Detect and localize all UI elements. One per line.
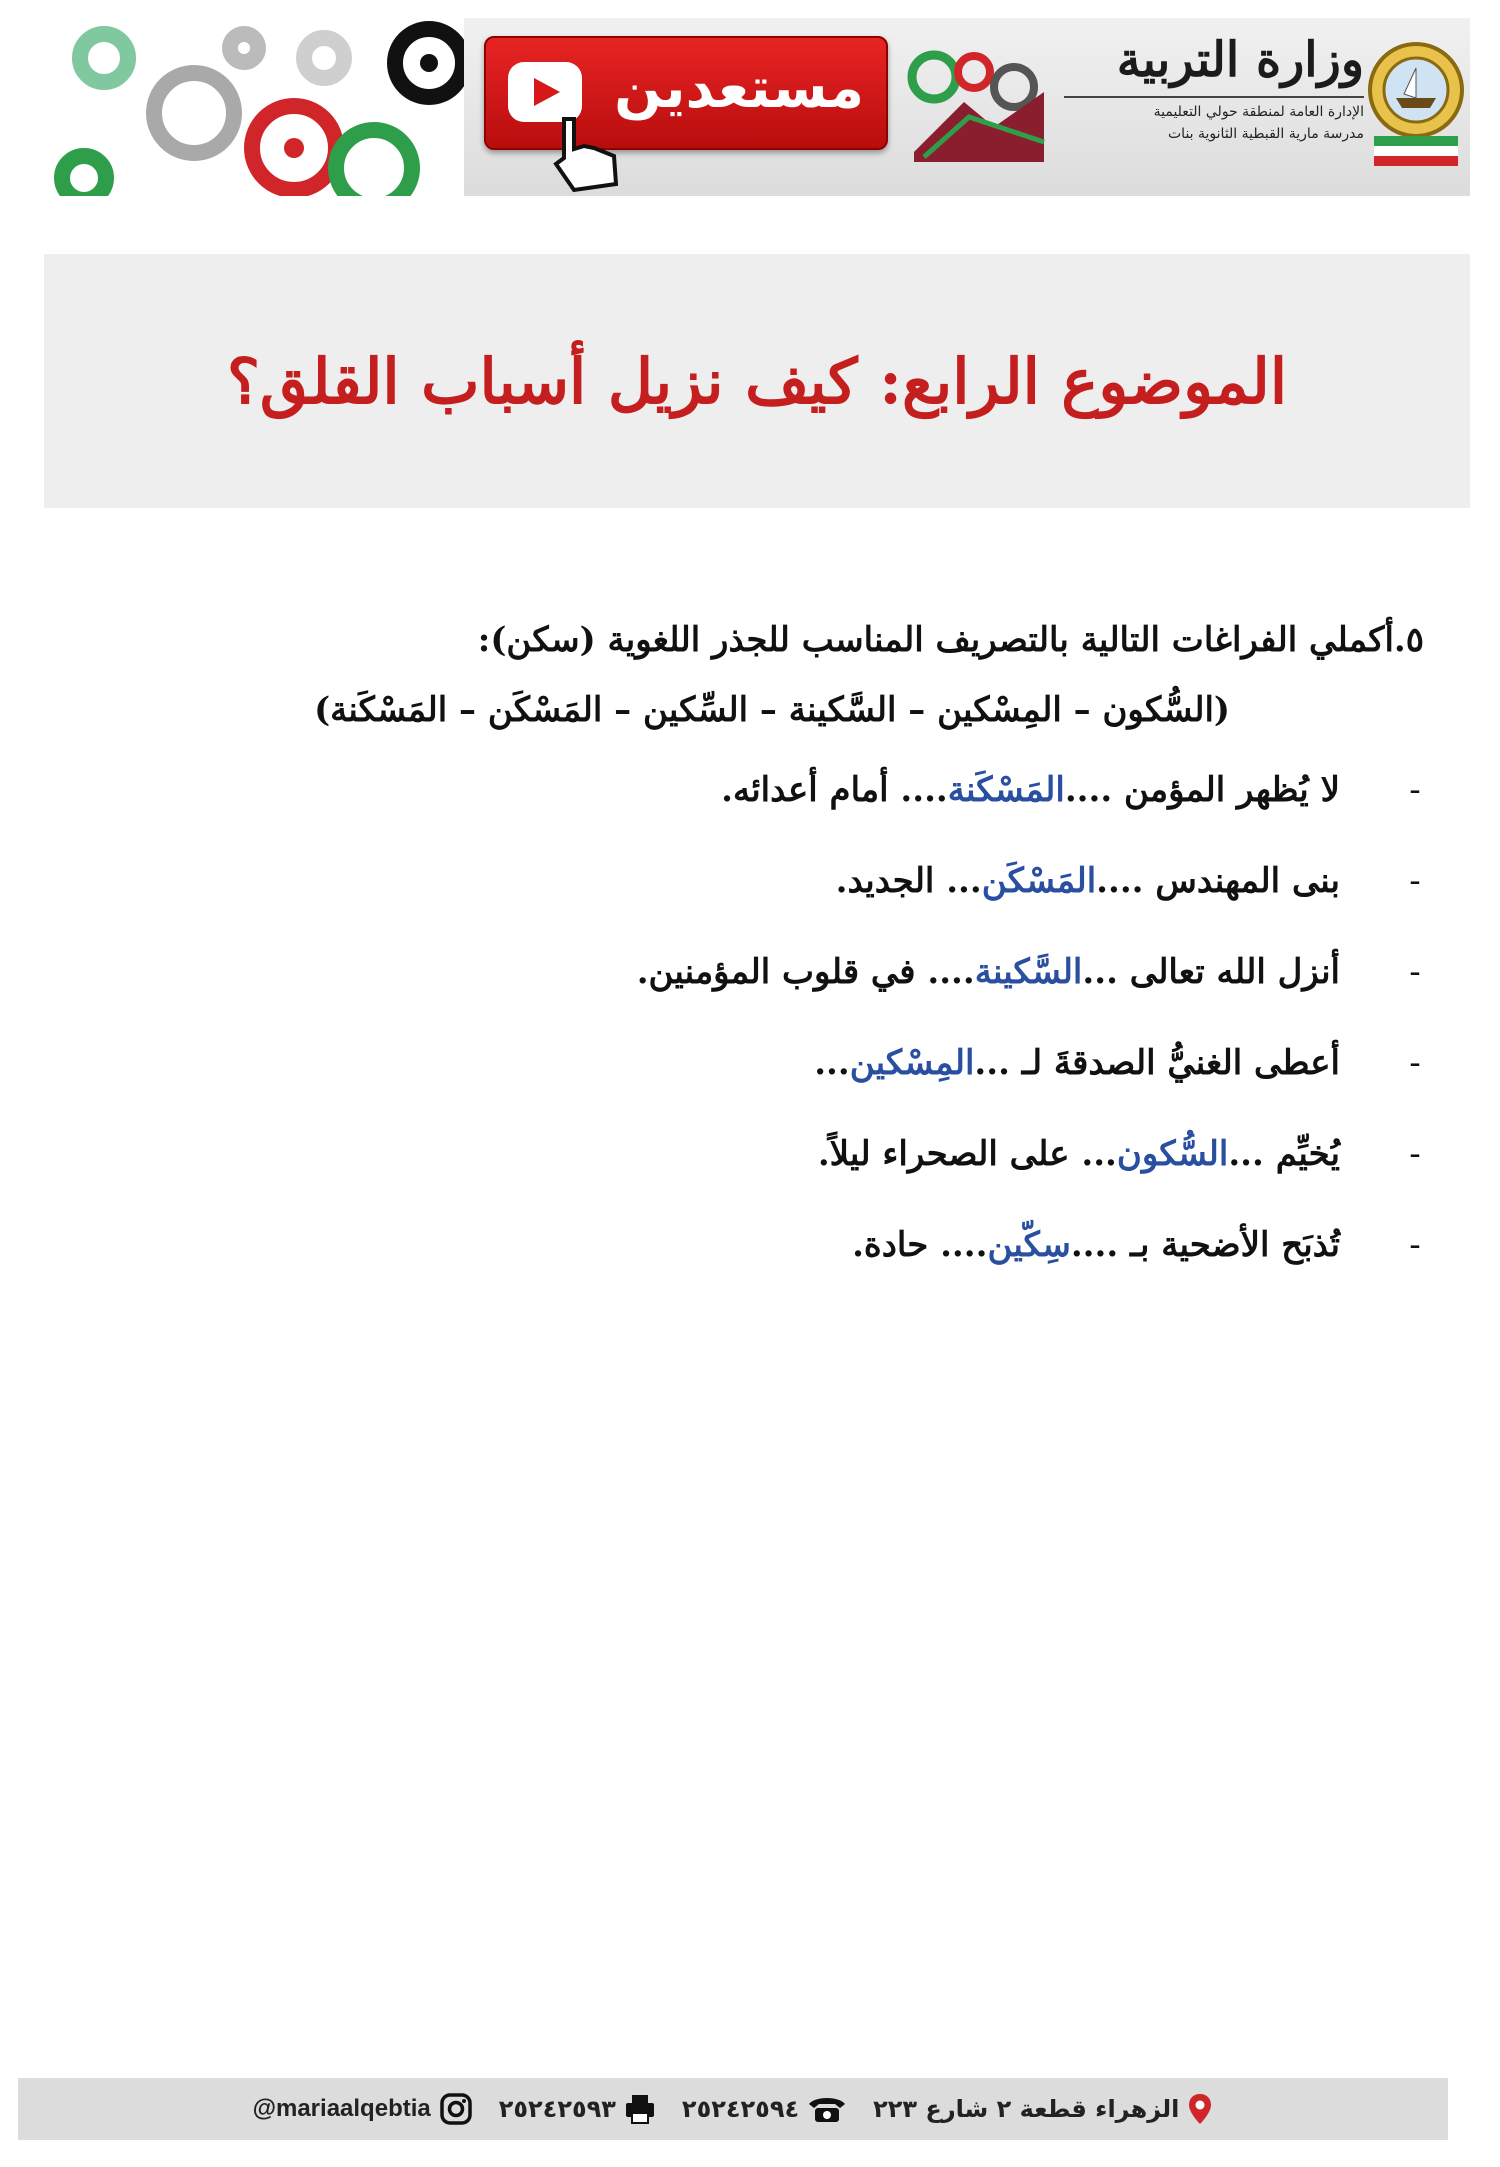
youtube-label: مستعدين <box>614 56 864 121</box>
item-before: أنزل الله تعالى ... <box>1082 952 1340 992</box>
item-before: أعطى الغنيُّ الصدقةَ لـ ... <box>974 1043 1340 1083</box>
bullet-dash: - <box>1409 861 1421 901</box>
address-text: الزهراء قطعة ٢ شارع ٢٢٣ <box>873 2095 1180 2123</box>
school-name: مدرسة مارية القبطية الثانوية بنات <box>1168 126 1364 142</box>
bullet-dash: - <box>1409 1225 1421 1265</box>
list-item <box>60 1215 1430 1275</box>
pointer-hand-icon <box>544 114 634 194</box>
page-title: الموضوع الرابع: كيف نزيل أسباب القلق؟ <box>226 344 1288 418</box>
bullet-dash: - <box>1409 952 1421 992</box>
item-after: ... الجديد. <box>835 861 982 901</box>
item-before: لا يُظهر المؤمن .... <box>1064 770 1340 810</box>
item-answer: السُّكون <box>1116 1134 1229 1174</box>
item-before: بنى المهندس .... <box>1096 861 1340 901</box>
kuwait-emblem-icon <box>1364 28 1468 188</box>
item-after: ... <box>814 1043 850 1083</box>
list-item <box>60 1033 1430 1093</box>
ministry-region: الإدارة العامة لمنطقة حولي التعليمية <box>1064 96 1364 120</box>
word-bank: (السُّكون – المِسْكين – السَّكينة – السِّكين – المَسْكَن – المَسْكَنة) <box>314 690 1230 730</box>
footer-bar <box>18 2078 1448 2140</box>
item-after: .... في قلوب المؤمنين. <box>636 952 975 992</box>
list-item <box>60 851 1430 911</box>
exercise-items <box>60 760 1430 1275</box>
play-icon <box>508 62 582 122</box>
list-item <box>60 1124 1430 1184</box>
item-after: ... على الصحراء ليلاً. <box>817 1134 1117 1174</box>
item-before: تُذبَح الأضحية بـ .... <box>1070 1225 1340 1265</box>
item-answer: المِسْكين <box>849 1043 975 1083</box>
ministry-title: وزارة التربية <box>1116 32 1364 88</box>
ministry-block <box>1064 24 1364 194</box>
phone-number: ٢٥٢٤٢٥٩٤ <box>681 2095 800 2123</box>
gears-decoration-icon <box>44 18 464 196</box>
phone-icon <box>807 2094 847 2124</box>
item-answer: سِكّين <box>987 1225 1071 1265</box>
fax-printer-icon <box>624 2093 656 2125</box>
list-item <box>60 942 1430 1002</box>
item-answer: السَّكينة <box>974 952 1083 992</box>
school-logo-icon <box>894 32 1064 182</box>
header-banner <box>44 18 1470 196</box>
fax-number: ٢٥٢٤٢٥٩٣ <box>498 2095 616 2123</box>
item-answer: المَسْكَنة <box>947 770 1065 810</box>
item-answer: المَسْكَن <box>981 861 1097 901</box>
footer-fax[interactable] <box>499 2093 656 2125</box>
bullet-dash: - <box>1409 1134 1421 1174</box>
footer-instagram[interactable] <box>253 2092 473 2126</box>
instagram-icon <box>439 2092 473 2126</box>
bullet-dash: - <box>1409 770 1421 810</box>
exercise-instruction: ٥.أكملي الفراغات التالية بالتصريف المناسب للجذر اللغوية (سكن): <box>477 620 1424 660</box>
topic-title-box <box>44 254 1470 508</box>
location-pin-icon <box>1187 2092 1213 2126</box>
item-before: يُخيِّم ... <box>1228 1134 1340 1174</box>
instagram-handle: @mariaalqebtia <box>252 2095 431 2122</box>
bullet-dash: - <box>1409 1043 1421 1083</box>
item-after: .... حادة. <box>852 1225 988 1265</box>
footer-phone[interactable] <box>682 2094 847 2124</box>
list-item <box>60 760 1430 820</box>
footer-address <box>873 2092 1213 2126</box>
exercise-section <box>60 620 1430 1306</box>
item-after: .... أمام أعدائه. <box>721 770 948 810</box>
